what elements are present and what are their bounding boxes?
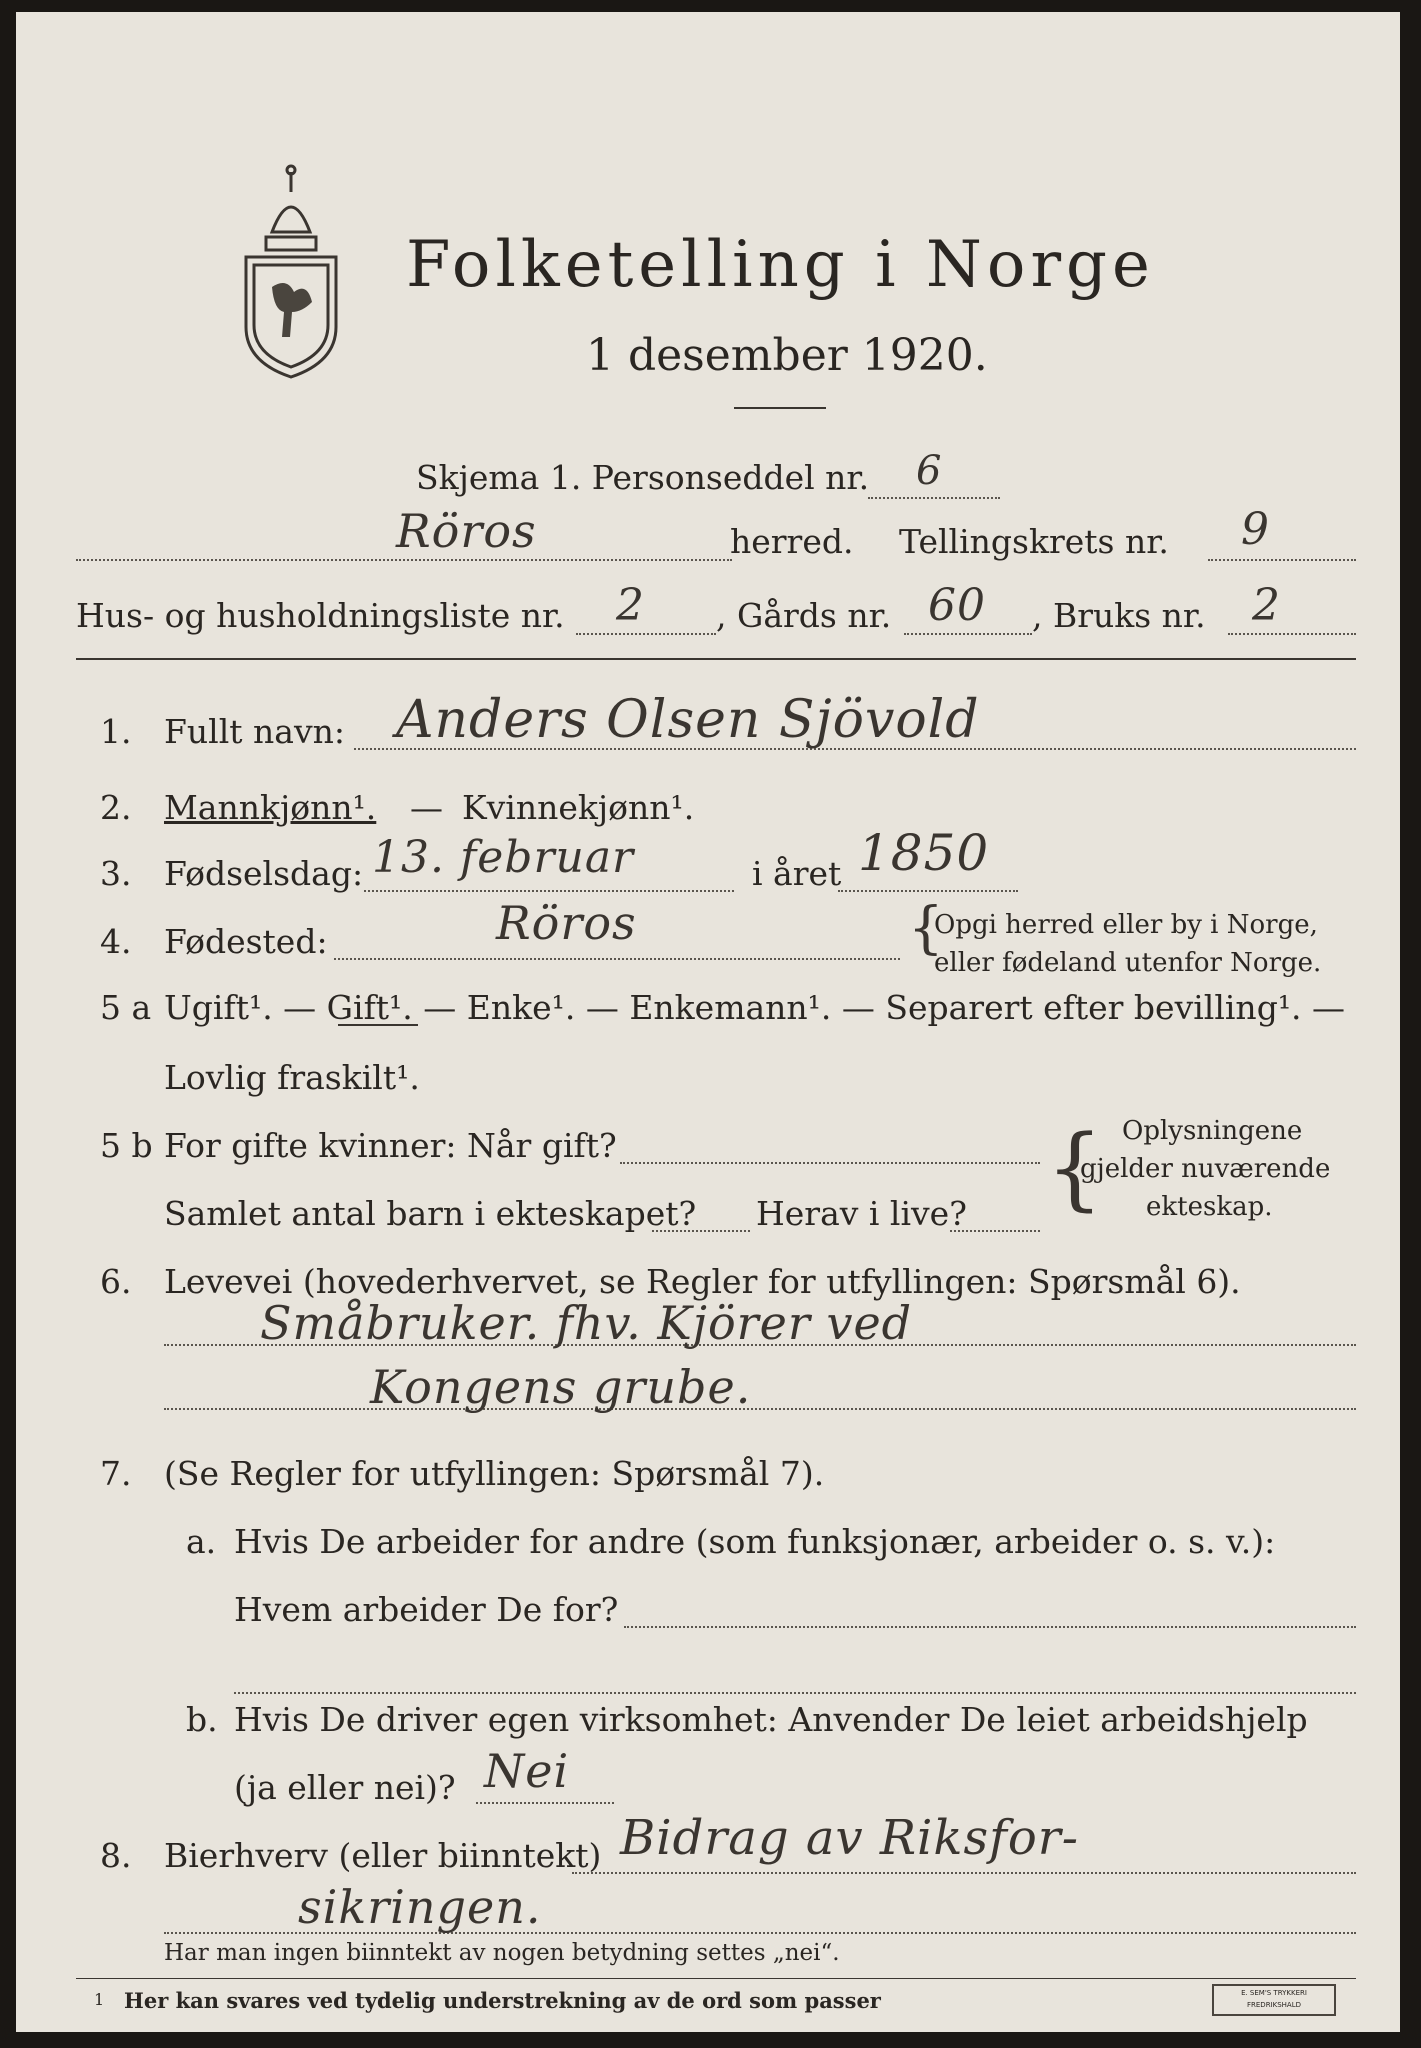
herred-line — [76, 559, 732, 561]
q7-number: 7. — [100, 1454, 132, 1493]
herred-label: herred. — [730, 522, 854, 561]
gards-line — [904, 633, 1032, 635]
birthday-line — [364, 890, 734, 892]
q6-number: 6. — [100, 1262, 132, 1301]
printer-stamp-text: E. SEM'S TRYKKERI FREDRIKSHALD — [1241, 1989, 1307, 2009]
hired-help-answer: Nei — [484, 1744, 570, 1798]
q5b-children-label: Samlet antal barn i ekteskapet? — [164, 1194, 697, 1233]
occupation-answer-1: Småbruker. fhv. Kjörer ved — [260, 1296, 913, 1350]
q5b-line-1: For gifte kvinner: Når gift? — [164, 1126, 617, 1165]
q5b-number: 5 b — [100, 1126, 153, 1165]
footnote-text: Her kan svares ved tydelig understrekning av de ord som passer — [124, 1988, 881, 2013]
title-divider — [734, 407, 826, 409]
marital-status-options-2: Lovlig fraskilt¹. — [164, 1058, 420, 1097]
tellingskrets-label: Tellingskrets nr. — [899, 522, 1169, 561]
marital-status-options: Ugift¹. — Gift¹. — Enke¹. — Enkemann¹. — Separert efter bevilling¹. — — [164, 988, 1346, 1027]
personseddel-line — [868, 497, 1000, 499]
children-line — [652, 1230, 750, 1232]
q7-label: (Se Regler for utfyllingen: Spørsmål 7). — [164, 1454, 825, 1493]
footnote-mark: 1 — [94, 1990, 105, 2009]
birthday-answer: 13. februar — [372, 832, 635, 883]
header-divider — [76, 658, 1356, 660]
census-form — [16, 12, 1400, 2032]
q8-number: 8. — [100, 1836, 132, 1875]
side-income-answer-2: sikringen. — [298, 1880, 542, 1934]
married-when-line — [620, 1162, 1040, 1164]
q7a-letter: a. — [186, 1522, 217, 1561]
bruks-nr: 2 — [1252, 580, 1281, 631]
side-income-answer-1: Bidrag av Riksfor- — [620, 1810, 1079, 1866]
q5b-brace: { — [1046, 1116, 1104, 1221]
coat-of-arms-icon — [232, 162, 350, 382]
birth-year-answer: 1850 — [858, 824, 990, 882]
year-line — [838, 890, 1018, 892]
occupation-answer-2: Kongens grube. — [370, 1360, 752, 1414]
q7b-letter: b. — [186, 1700, 218, 1739]
q1-label: Fullt navn: — [164, 712, 345, 751]
q8-label: Bierhverv (eller biinntekt) — [164, 1836, 602, 1875]
hus-nr: 2 — [616, 580, 645, 631]
q5b-alive-label: Herav i live? — [756, 1194, 967, 1233]
q2-separator: — — [410, 788, 443, 827]
q5b-note-3: ekteskap. — [1146, 1192, 1273, 1222]
female-option: Kvinnekjønn¹. — [462, 788, 695, 827]
employer-line-1 — [624, 1626, 1356, 1628]
birthplace-line — [334, 958, 900, 960]
full-name-answer: Anders Olsen Sjövold — [396, 690, 980, 750]
q5b-note-2: gjelder nuværende — [1080, 1154, 1331, 1184]
q7b-line-2: (ja eller nei)? — [234, 1768, 456, 1807]
q5b-note-1: Oplysningene — [1122, 1116, 1303, 1146]
q6-label: Levevei (hovederhvervet, se Regler for utfyllingen: Spørsmål 6). — [164, 1262, 1241, 1301]
birthplace-answer: Röros — [496, 896, 637, 950]
q1-number: 1. — [100, 712, 132, 751]
printer-stamp — [1212, 1984, 1336, 2016]
personseddel-nr: 6 — [916, 448, 943, 494]
q4-number: 4. — [100, 922, 132, 961]
q7b-line-1: Hvis De driver egen virksomhet: Anvender De leiet arbeidshjelp — [234, 1700, 1308, 1739]
side-income-line-1 — [572, 1872, 1356, 1874]
q5a-number: 5 a — [100, 988, 152, 1027]
birthplace-note-1: Opgi herred eller by i Norge, — [934, 910, 1318, 940]
hus-line — [576, 633, 716, 635]
bruks-line — [1228, 633, 1356, 635]
q3-number: 3. — [100, 854, 132, 893]
q4-label: Fødested: — [164, 922, 328, 961]
bruks-label: , Bruks nr. — [1032, 596, 1206, 635]
side-income-note: Har man ingen biinntekt av nogen betydning settes „nei“. — [164, 1940, 840, 1966]
gift-underline — [338, 1024, 418, 1026]
tellingskrets-line — [1208, 559, 1356, 561]
hus-label: Hus- og husholdningsliste nr. — [76, 596, 565, 635]
schema-label: Skjema 1. Personseddel nr. — [416, 458, 870, 497]
form-title: Folketelling i Norge — [406, 228, 1155, 302]
herred-value: Röros — [396, 504, 537, 558]
birthplace-note-2: eller fødeland utenfor Norge. — [934, 948, 1322, 978]
footnote-divider — [76, 1978, 1356, 1979]
gards-nr: 60 — [928, 580, 986, 631]
q2-number: 2. — [100, 788, 132, 827]
year-label: i året — [752, 854, 842, 893]
census-date: 1 desember 1920. — [586, 330, 988, 381]
q7a-line-2: Hvem arbeider De for? — [234, 1590, 619, 1629]
gards-label: , Gårds nr. — [716, 596, 892, 635]
q3-label: Fødselsdag: — [164, 854, 364, 893]
tellingskrets-nr: 9 — [1241, 504, 1270, 555]
male-option: Mannkjønn¹. — [164, 788, 377, 827]
hired-help-line — [476, 1802, 614, 1804]
q7a-line-1: Hvis De arbeider for andre (som funksjonær, arbeider o. s. v.): — [234, 1522, 1276, 1561]
q4-brace: { — [908, 896, 944, 961]
occupation-line-2 — [164, 1408, 1356, 1410]
alive-line — [950, 1230, 1040, 1232]
employer-line-2 — [234, 1692, 1356, 1694]
